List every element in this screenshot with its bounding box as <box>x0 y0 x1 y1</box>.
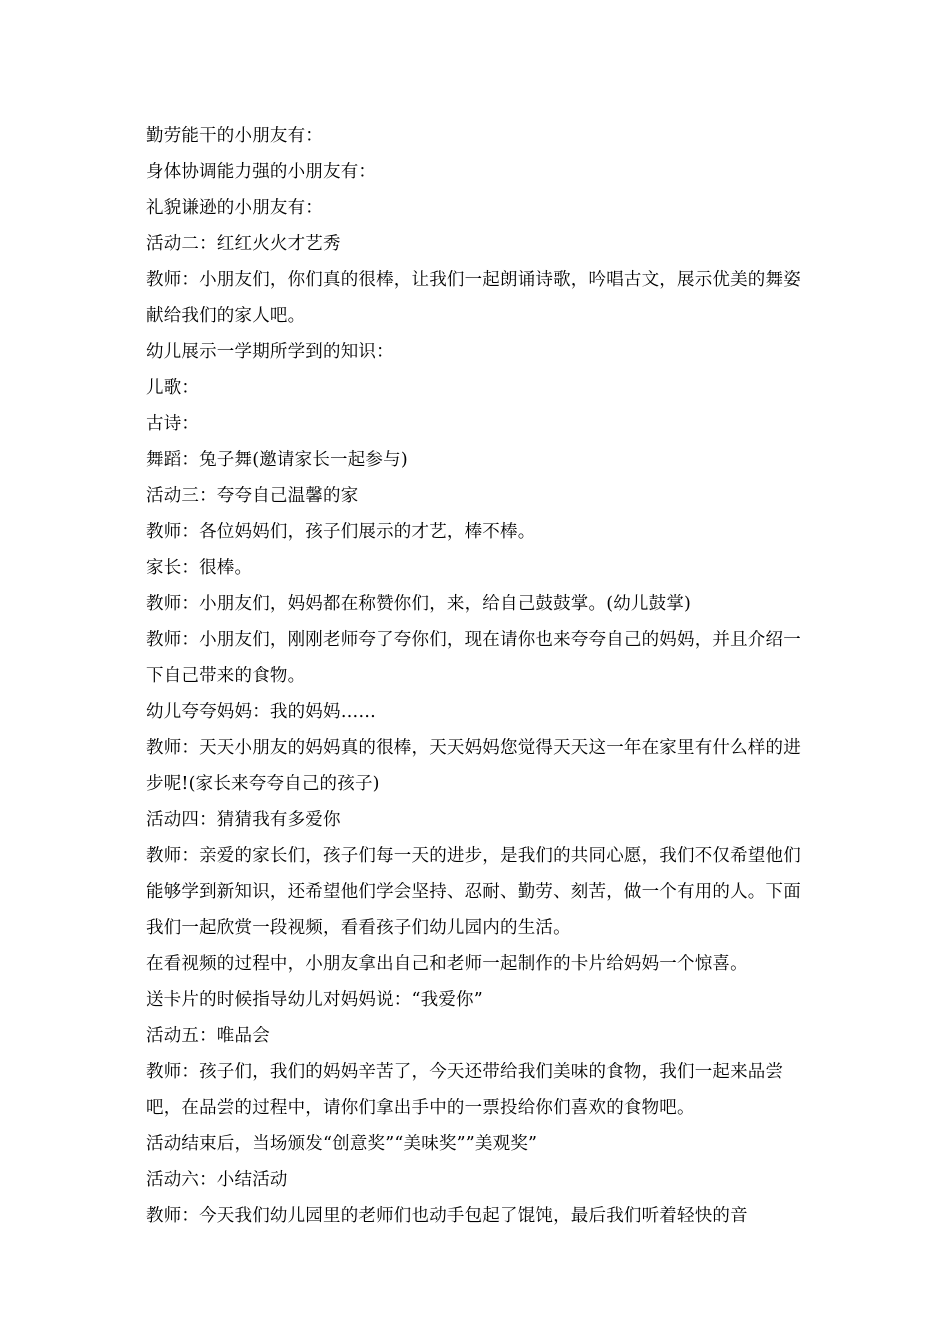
paragraph-video-cards: 在看视频的过程中，小朋友拿出自己和老师一起制作的卡片给妈妈一个惊喜。 <box>146 954 748 974</box>
paragraph-teacher-parents: 教师：亲爱的家长们，孩子们每一天的进步，是我们的共同心愿，我们不仅希望他们能够学到新知识，还希望他们学会坚持、忍耐、勤劳、刻苦，做一个有用的人。下面我们一起欣赏一段视频，看看孩子们幼儿园内的生活。 <box>146 846 801 938</box>
paragraph-send-cards: 送卡片的时候指导幼儿对妈妈说：“我爱你” <box>146 990 483 1010</box>
paragraph-nursery-rhyme: 儿歌： <box>146 378 200 398</box>
heading-activity-three: 活动三：夸夸自己温馨的家 <box>146 486 359 506</box>
paragraph-polite-kids: 礼貌谦逊的小朋友有： <box>146 198 323 218</box>
heading-activity-four: 活动四：猜猜我有多爱你 <box>146 810 341 830</box>
paragraph-kids-show: 幼儿展示一学期所学到的知识： <box>146 342 394 362</box>
document-body <box>146 118 808 1234</box>
heading-activity-six: 活动六：小结活动 <box>146 1170 288 1190</box>
paragraph-teacher-applause: 教师：小朋友们，妈妈都在称赞你们，来，给自己鼓鼓掌。(幼儿鼓掌) <box>146 594 692 614</box>
paragraph-teacher-ask-moms: 教师：各位妈妈们，孩子们展示的才艺，棒不棒。 <box>146 522 536 542</box>
paragraph-parent-reply: 家长：很棒。 <box>146 558 253 578</box>
paragraph-dance: 舞蹈：兔子舞(邀请家长一起参与) <box>146 450 408 470</box>
paragraph-teacher-wonton: 教师：今天我们幼儿园里的老师们也动手包起了馄饨，最后我们听着轻快的音 <box>146 1206 748 1226</box>
paragraph-industrious-kids: 勤劳能干的小朋友有： <box>146 126 323 146</box>
heading-activity-two: 活动二：红红火火才艺秀 <box>146 234 341 254</box>
paragraph-coordinated-kids: 身体协调能力强的小朋友有： <box>146 162 377 182</box>
paragraph-teacher-praise-moms: 教师：小朋友们，刚刚老师夸了夸你们，现在请你也来夸夸自己的妈妈，并且介绍一下自己带来的食物。 <box>146 630 801 686</box>
paragraph-kids-praise-moms: 幼儿夸夸妈妈：我的妈妈…… <box>146 702 377 722</box>
paragraph-ancient-poem: 古诗： <box>146 414 200 434</box>
paragraph-teacher-tiantian: 教师：天天小朋友的妈妈真的很棒，天天妈妈您觉得天天这一年在家里有什么样的进步呢!(家长来夸夸自己的孩子) <box>146 738 801 794</box>
paragraph-teacher-tasting: 教师：孩子们，我们的妈妈辛苦了，今天还带给我们美味的食物，我们一起来品尝吧，在品尝的过程中，请你们拿出手中的一票投给你们喜欢的食物吧。 <box>146 1062 784 1118</box>
paragraph-awards: 活动结束后，当场颁发“创意奖”“美味奖””美观奖” <box>146 1134 538 1154</box>
heading-activity-five: 活动五：唯品会 <box>146 1026 270 1046</box>
paragraph-teacher-recite: 教师：小朋友们，你们真的很棒，让我们一起朗诵诗歌，吟唱古文，展示优美的舞姿献给我们的家人吧。 <box>146 270 801 326</box>
